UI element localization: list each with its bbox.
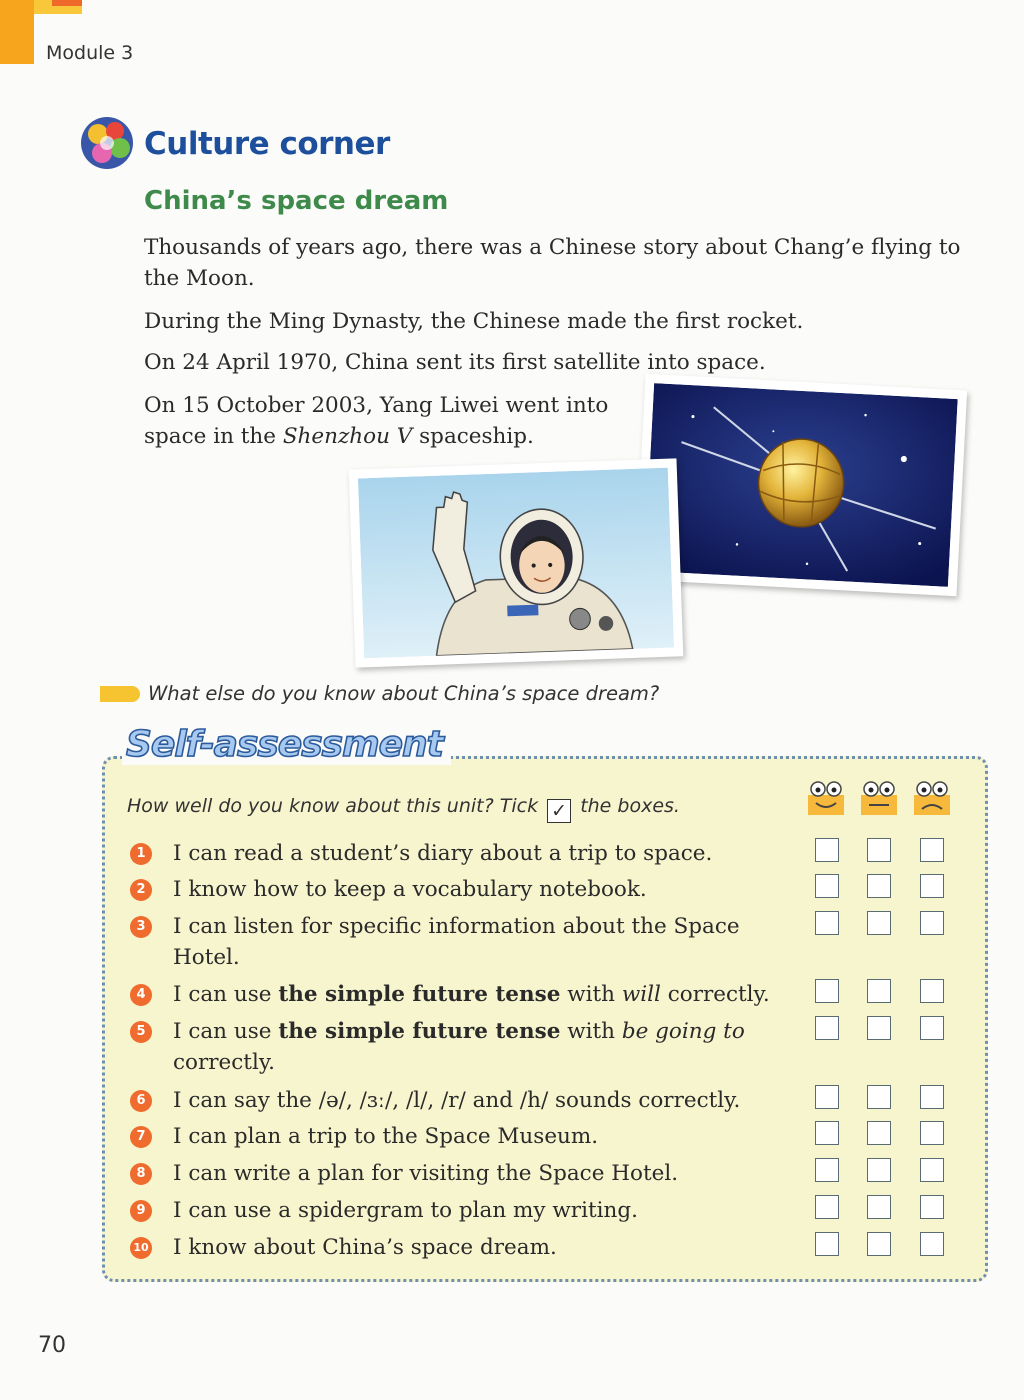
checkbox-ok[interactable] xyxy=(867,1016,891,1040)
corner-decoration xyxy=(0,0,34,64)
item-text: I can listen for specific information about the Space Hotel. xyxy=(173,914,740,970)
checkbox-ok[interactable] xyxy=(867,1195,891,1219)
checkbox-ok[interactable] xyxy=(867,1085,891,1109)
paragraph-satellite: On 24 April 1970, China sent its first satellite into space. xyxy=(144,350,766,375)
self-assessment-item xyxy=(0,1016,1024,1084)
culture-corner-icon xyxy=(80,116,134,170)
checkbox-poor[interactable] xyxy=(920,911,944,935)
checkbox-poor[interactable] xyxy=(920,838,944,862)
question-tag-icon xyxy=(100,686,140,702)
self-assessment-item xyxy=(0,1085,1024,1122)
checkbox-good[interactable] xyxy=(815,1195,839,1219)
happy-face-icon xyxy=(806,779,846,819)
checkbox-good[interactable] xyxy=(815,1121,839,1145)
section-title: China’s space dream xyxy=(144,186,449,216)
item-text: I can say the /ə/, /ɜː/, /l/, /r/ and /h/ sounds correctly. xyxy=(173,1088,741,1113)
neutral-face-icon xyxy=(859,779,899,819)
self-assessment-item xyxy=(0,1195,1024,1232)
checkbox-poor[interactable] xyxy=(920,1232,944,1256)
item-number: 9 xyxy=(130,1200,152,1222)
astronaut-photo xyxy=(349,458,684,667)
checkbox-ok[interactable] xyxy=(867,1121,891,1145)
self-assessment-item xyxy=(0,838,1024,875)
checkbox-good[interactable] xyxy=(815,838,839,862)
item-number: 3 xyxy=(130,916,152,938)
checkbox-poor[interactable] xyxy=(920,1158,944,1182)
item-number: 6 xyxy=(130,1090,152,1112)
item-text: I know how to keep a vocabulary notebook. xyxy=(173,877,647,902)
self-assessment-item xyxy=(0,1158,1024,1195)
checkbox-good[interactable] xyxy=(815,1158,839,1182)
self-assessment-item xyxy=(0,1232,1024,1269)
checkbox-good[interactable] xyxy=(815,979,839,1003)
item-number: 4 xyxy=(130,984,152,1006)
self-assessment-item xyxy=(0,1121,1024,1158)
item-text: I can use a spidergram to plan my writing. xyxy=(173,1198,638,1223)
checkbox-poor[interactable] xyxy=(920,1016,944,1040)
checkbox-poor[interactable] xyxy=(920,979,944,1003)
checkbox-ok[interactable] xyxy=(867,838,891,862)
checkbox-good[interactable] xyxy=(815,874,839,898)
item-text: I can write a plan for visiting the Space Hotel. xyxy=(173,1161,679,1186)
checkbox-ok[interactable] xyxy=(867,979,891,1003)
checkbox-good[interactable] xyxy=(815,911,839,935)
item-number: 7 xyxy=(130,1126,152,1148)
item-number: 2 xyxy=(130,879,152,901)
item-text: I can plan a trip to the Space Museum. xyxy=(173,1124,599,1149)
item-number: 1 xyxy=(130,843,152,865)
self-assessment-item xyxy=(0,979,1024,1016)
tick-example-icon: ✓ xyxy=(547,799,571,823)
self-assessment-item xyxy=(0,874,1024,911)
checkbox-poor[interactable] xyxy=(920,1195,944,1219)
checkbox-ok[interactable] xyxy=(867,911,891,935)
checkbox-ok[interactable] xyxy=(867,1232,891,1256)
checkbox-good[interactable] xyxy=(815,1232,839,1256)
checkbox-good[interactable] xyxy=(815,1016,839,1040)
item-text: I can use the simple future tense with be going to correctly. xyxy=(173,1019,745,1075)
module-label: Module 3 xyxy=(46,42,134,64)
item-text: I can use the simple future tense with will correctly. xyxy=(173,982,770,1007)
checkbox-ok[interactable] xyxy=(867,874,891,898)
culture-corner-title: Culture corner xyxy=(144,126,390,162)
item-number: 8 xyxy=(130,1163,152,1185)
satellite-photo xyxy=(635,374,967,597)
item-text: I can read a student’s diary about a trip to space. xyxy=(173,841,713,866)
item-text: I know about China’s space dream. xyxy=(173,1235,557,1260)
corner-decoration-red xyxy=(52,0,82,6)
item-number: 10 xyxy=(130,1237,152,1259)
page-number: 70 xyxy=(38,1333,66,1358)
checkbox-ok[interactable] xyxy=(867,1158,891,1182)
item-number: 5 xyxy=(130,1021,152,1043)
checkbox-poor[interactable] xyxy=(920,1121,944,1145)
paragraph-yang-liwei: On 15 October 2003, Yang Liwei went into space in the Shenzhou V spaceship. xyxy=(144,393,609,449)
self-assessment-instruction: How well do you know about this unit? Tick ✓ the boxes. xyxy=(127,795,680,822)
checkbox-poor[interactable] xyxy=(920,1085,944,1109)
paragraph-ming: During the Ming Dynasty, the Chinese made the first rocket. xyxy=(144,309,804,334)
sad-face-icon xyxy=(912,779,952,819)
self-assessment-item xyxy=(0,911,1024,979)
self-assessment-title: Self-assessment xyxy=(122,724,451,765)
checkbox-poor[interactable] xyxy=(920,874,944,898)
paragraph-changE: Thousands of years ago, there was a Chinese story about Chang’e flying to the Moon. xyxy=(144,235,961,291)
discussion-question: What else do you know about China’s space dream? xyxy=(148,682,660,705)
checkbox-good[interactable] xyxy=(815,1085,839,1109)
